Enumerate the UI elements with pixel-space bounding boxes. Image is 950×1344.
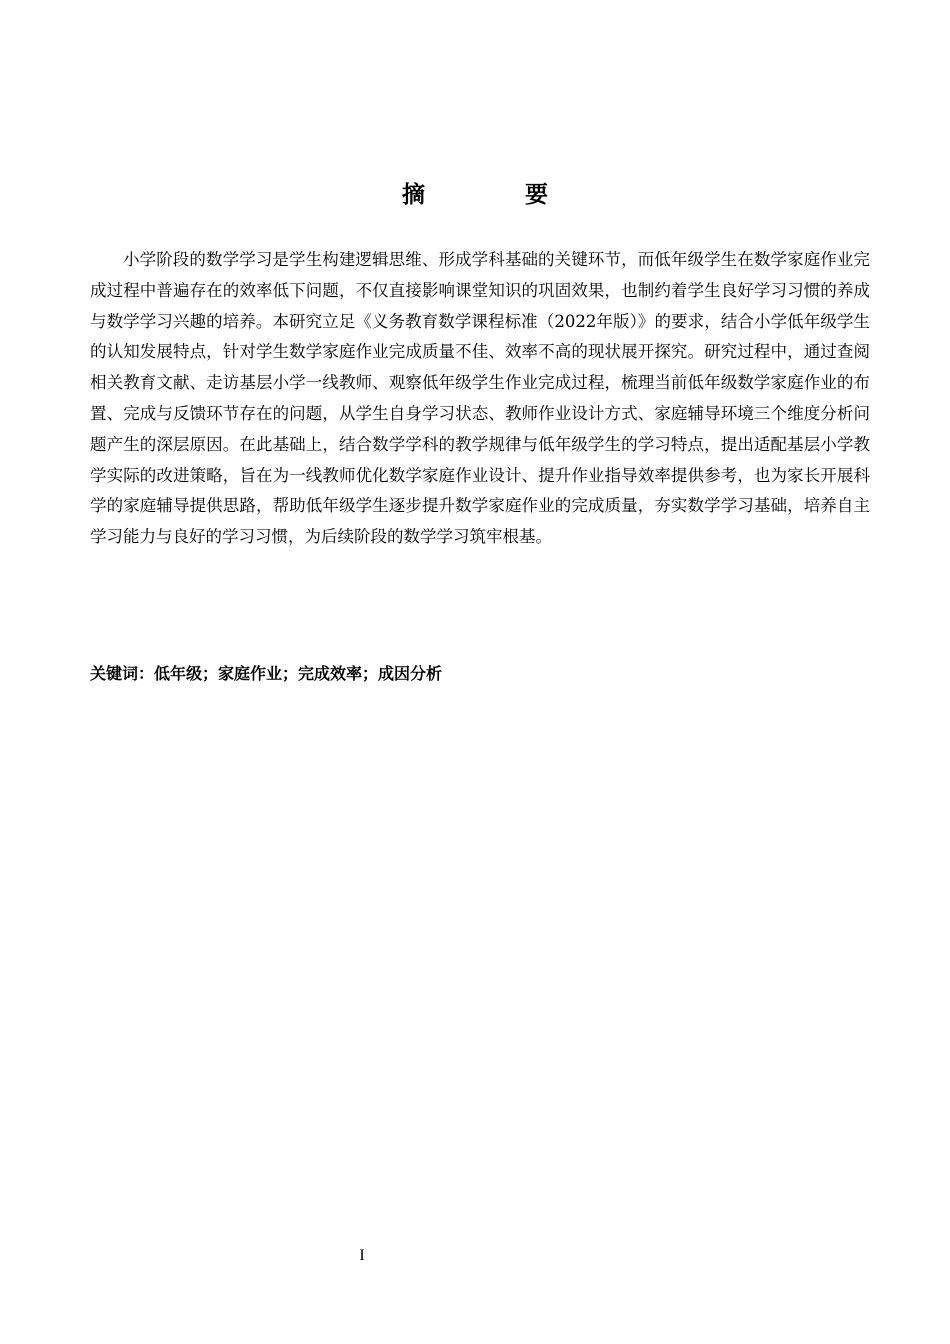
abstract-paragraph: 小学阶段的数学学习是学生构建逻辑思维、形成学科基础的关键环节，而低年级学生在数学家庭作业完成过程中普遍存在的效率低下问题，不仅直接影响课堂知识的巩固效果，也制约着学生良好学习习惯的养成与数学学习兴趣的培养。本研究立足《义务教育数学课程标准（2022年版）》的要求，结合小学低年级学生的认知发展特点，针对学生数学家庭作业完成质量不佳、效率不高的现状展开探究。研究过程中，通过查阅相关教育文献、走访基层小学一线教师、观察低年级学生作业完成过程，梳理当前低年级数学家庭作业的布置、完成与反馈环节存在的问题，从学生自身学习状态、教师作业设计方式、家庭辅导环境三个维度分析问题产生的深层原因。在此基础上，结合数学学科的教学规律与低年级学生的学习特点，提出适配基层小学教学实际的改进策略，旨在为一线教师优化数学家庭作业设计、提升作业指导效率提供参考，也为家长开展科学的家庭辅导提供思路，帮助低年级学生逐步提升数学家庭作业的完成质量，夯实数学学习基础，培养自主学习能力与良好的学习习惯，为后续阶段的数学学习筑牢根基。 — [90, 250, 870, 547]
abstract-title: 摘 要 — [401, 182, 594, 208]
keywords-line: 关键词：低年级；家庭作业；完成效率；成因分析 — [90, 664, 443, 683]
page-number: I — [359, 1247, 365, 1264]
